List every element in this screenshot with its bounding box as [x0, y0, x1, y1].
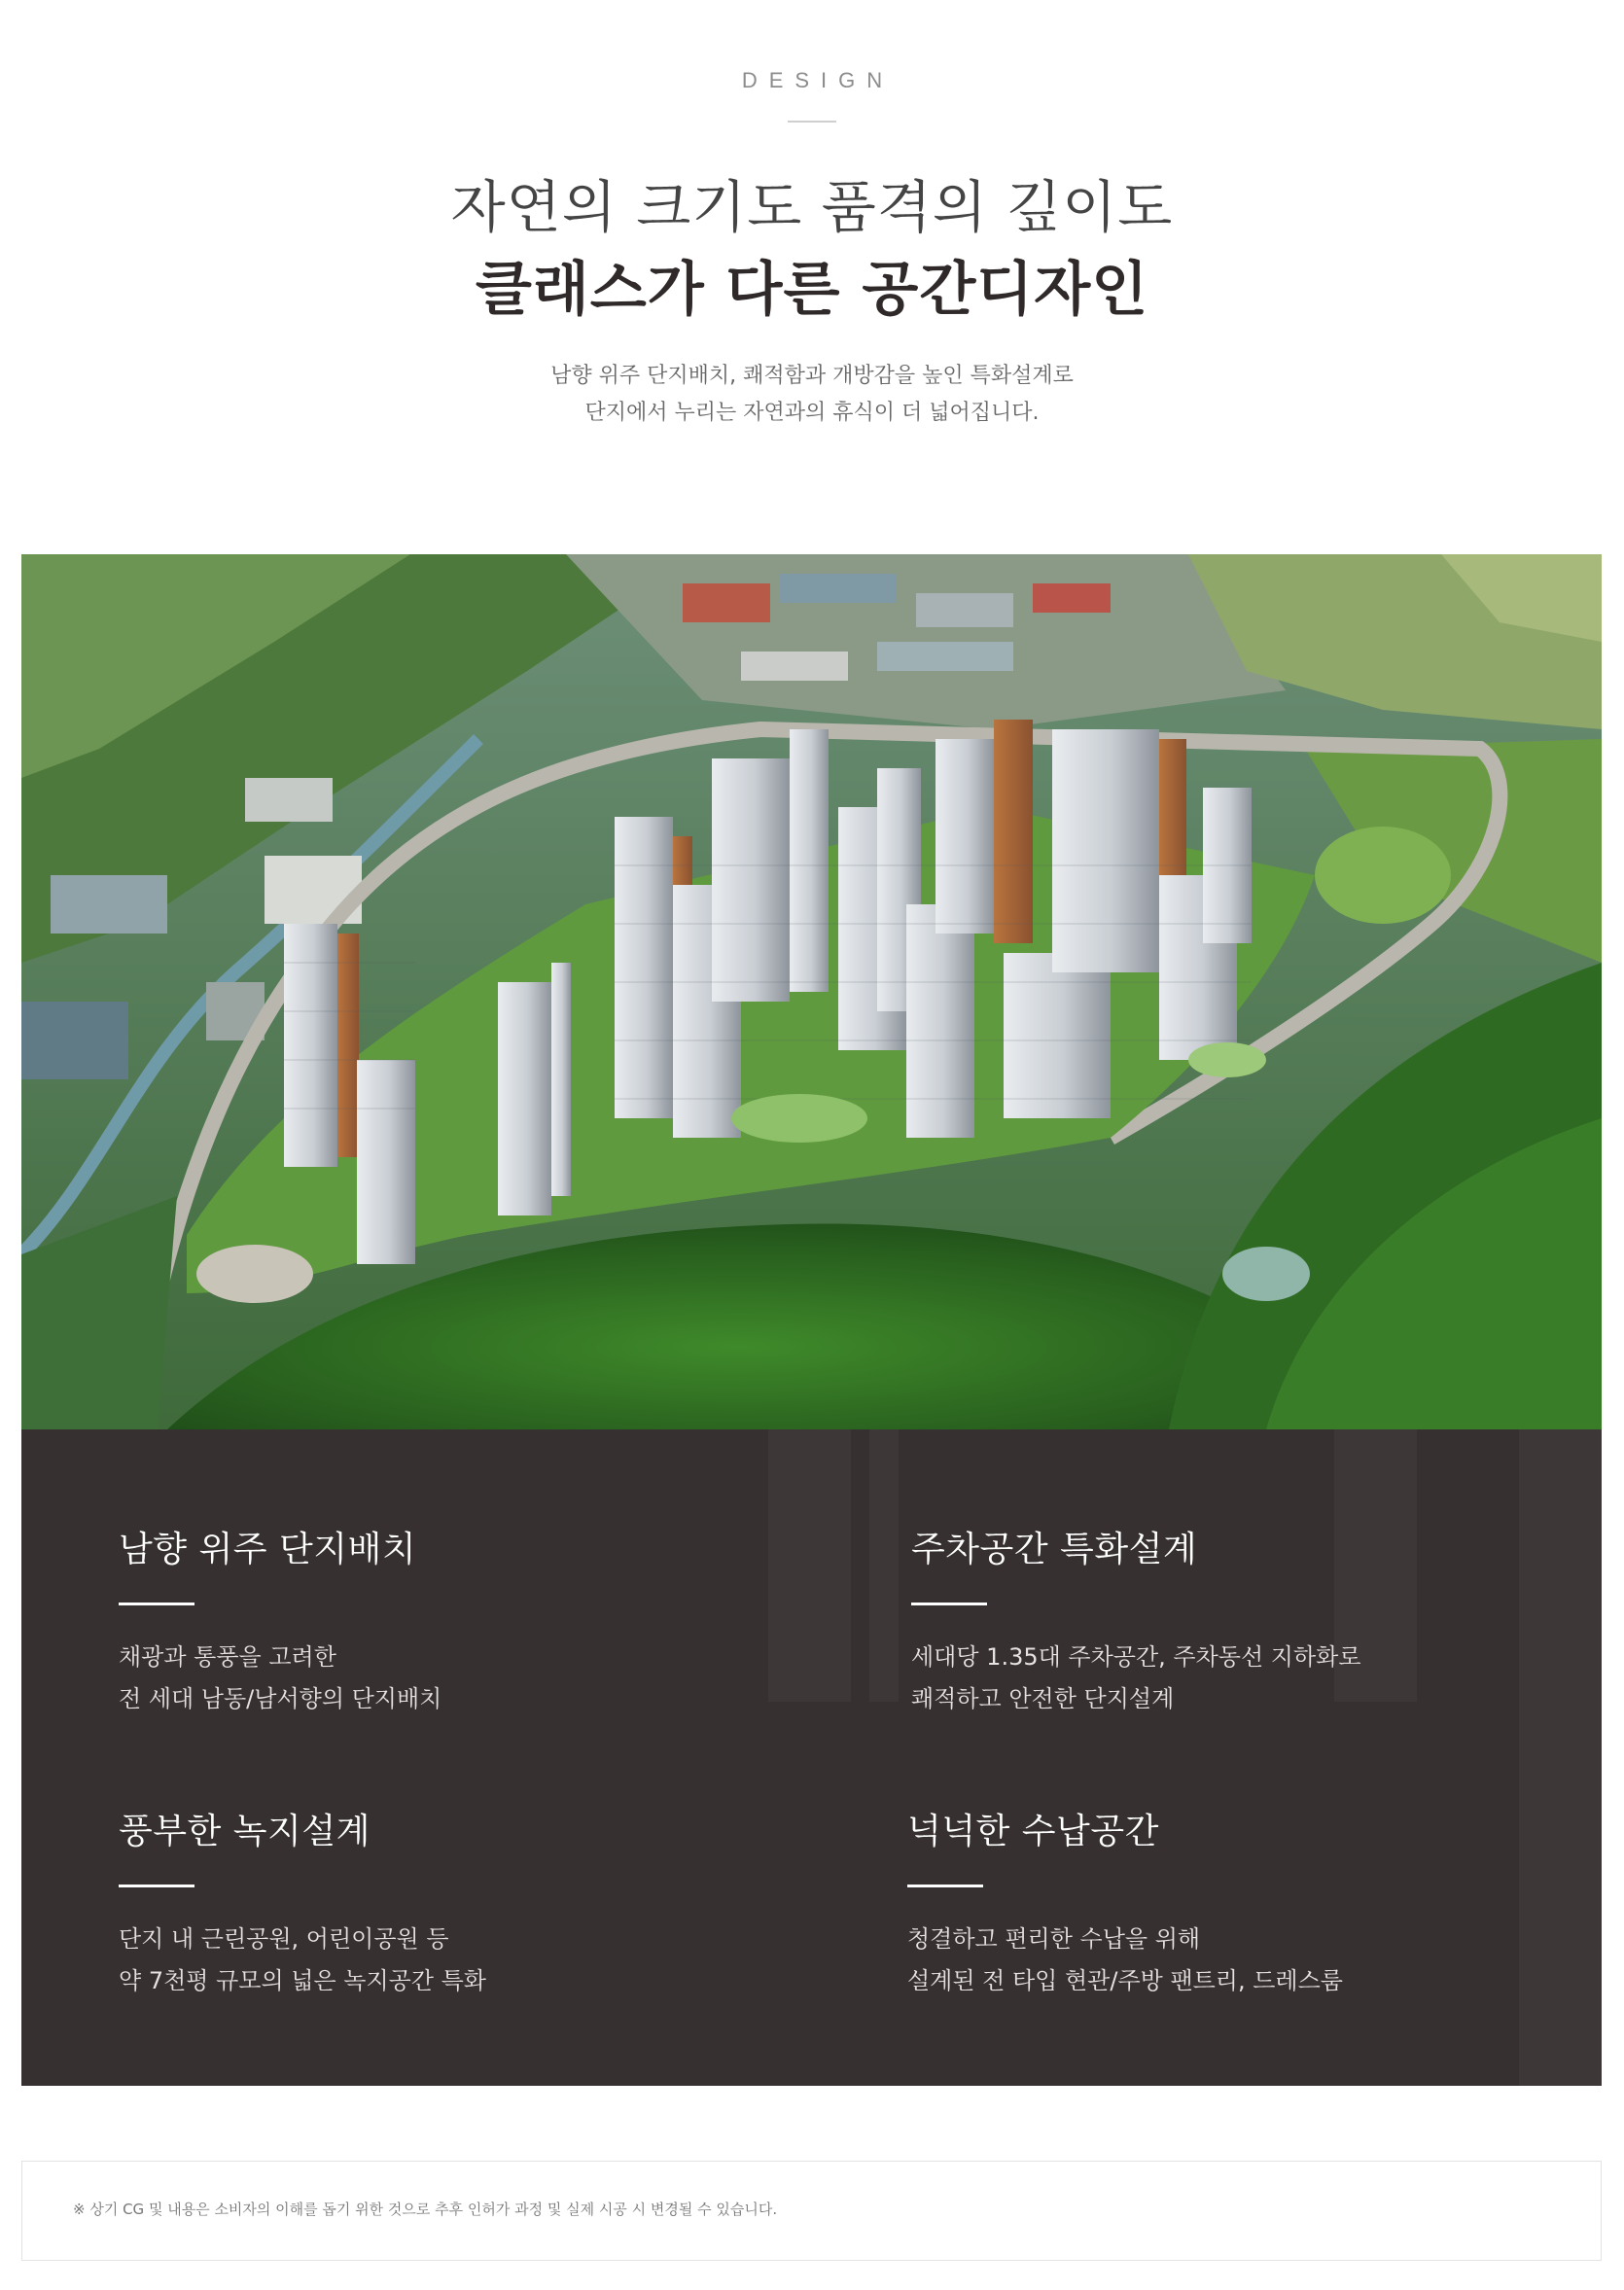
feature-divider [911, 1603, 987, 1605]
feature-divider [119, 1885, 194, 1887]
aerial-complex-image [21, 554, 1602, 1429]
feature-storage [907, 1804, 1343, 2002]
eyebrow-divider [788, 121, 836, 123]
feature-title: 남향 위주 단지배치 [119, 1530, 417, 1569]
feature-divider [907, 1885, 983, 1887]
feature-title: 주차공간 특화설계 [911, 1530, 1198, 1569]
panel-shade-1 [768, 1429, 851, 1702]
feature-desc-line-2: 전 세대 남동/남서향의 단지배치 [119, 1685, 442, 1712]
feature-desc-line-1: 단지 내 근린공원, 어린이공원 등 [119, 1925, 449, 1953]
feature-title: 풍부한 녹지설계 [119, 1812, 371, 1851]
feature-panel [21, 1429, 1602, 2086]
section-intro [0, 358, 1624, 432]
section-title-light: 자연의 크기도 품격의 깊이도 [450, 174, 1174, 240]
feature-divider [119, 1603, 194, 1605]
section-eyebrow: DESIGN [741, 68, 895, 92]
feature-parking [911, 1522, 1361, 1720]
intro-line-1: 남향 위주 단지배치, 쾌적함과 개방감을 높인 특화설계로 [550, 364, 1074, 388]
feature-south-facing [119, 1522, 441, 1720]
feature-desc-line-2: 설계된 전 타입 현관/주방 팬트리, 드레스룸 [907, 1967, 1343, 1994]
panel-shade-2 [869, 1429, 899, 1702]
panel-shade-4 [1519, 1429, 1602, 2086]
feature-desc-line-2: 쾌적하고 안전한 단지설계 [911, 1685, 1175, 1712]
feature-title: 넉넉한 수납공간 [907, 1812, 1159, 1851]
feature-green-space [119, 1804, 486, 2002]
feature-desc-line-1: 세대당 1.35대 주차공간, 주차동선 지하화로 [911, 1643, 1361, 1671]
disclaimer-text: ※ 상기 CG 및 내용은 소비자의 이해를 돕기 위한 것으로 추후 인허가 과정 및 실제 시공 시 변경될 수 있습니다. [73, 2201, 778, 2218]
section-title-bold: 클래스가 다른 공간디자인 [475, 256, 1149, 324]
feature-desc-line-2: 약 7천평 규모의 넓은 녹지공간 특화 [119, 1967, 486, 1994]
intro-line-2: 단지에서 누리는 자연과의 휴식이 더 넓어집니다. [584, 401, 1040, 425]
disclaimer-box [21, 2161, 1602, 2261]
feature-desc-line-1: 청결하고 편리한 수납을 위해 [907, 1925, 1201, 1953]
feature-desc-line-1: 채광과 통풍을 고려한 [119, 1643, 336, 1671]
